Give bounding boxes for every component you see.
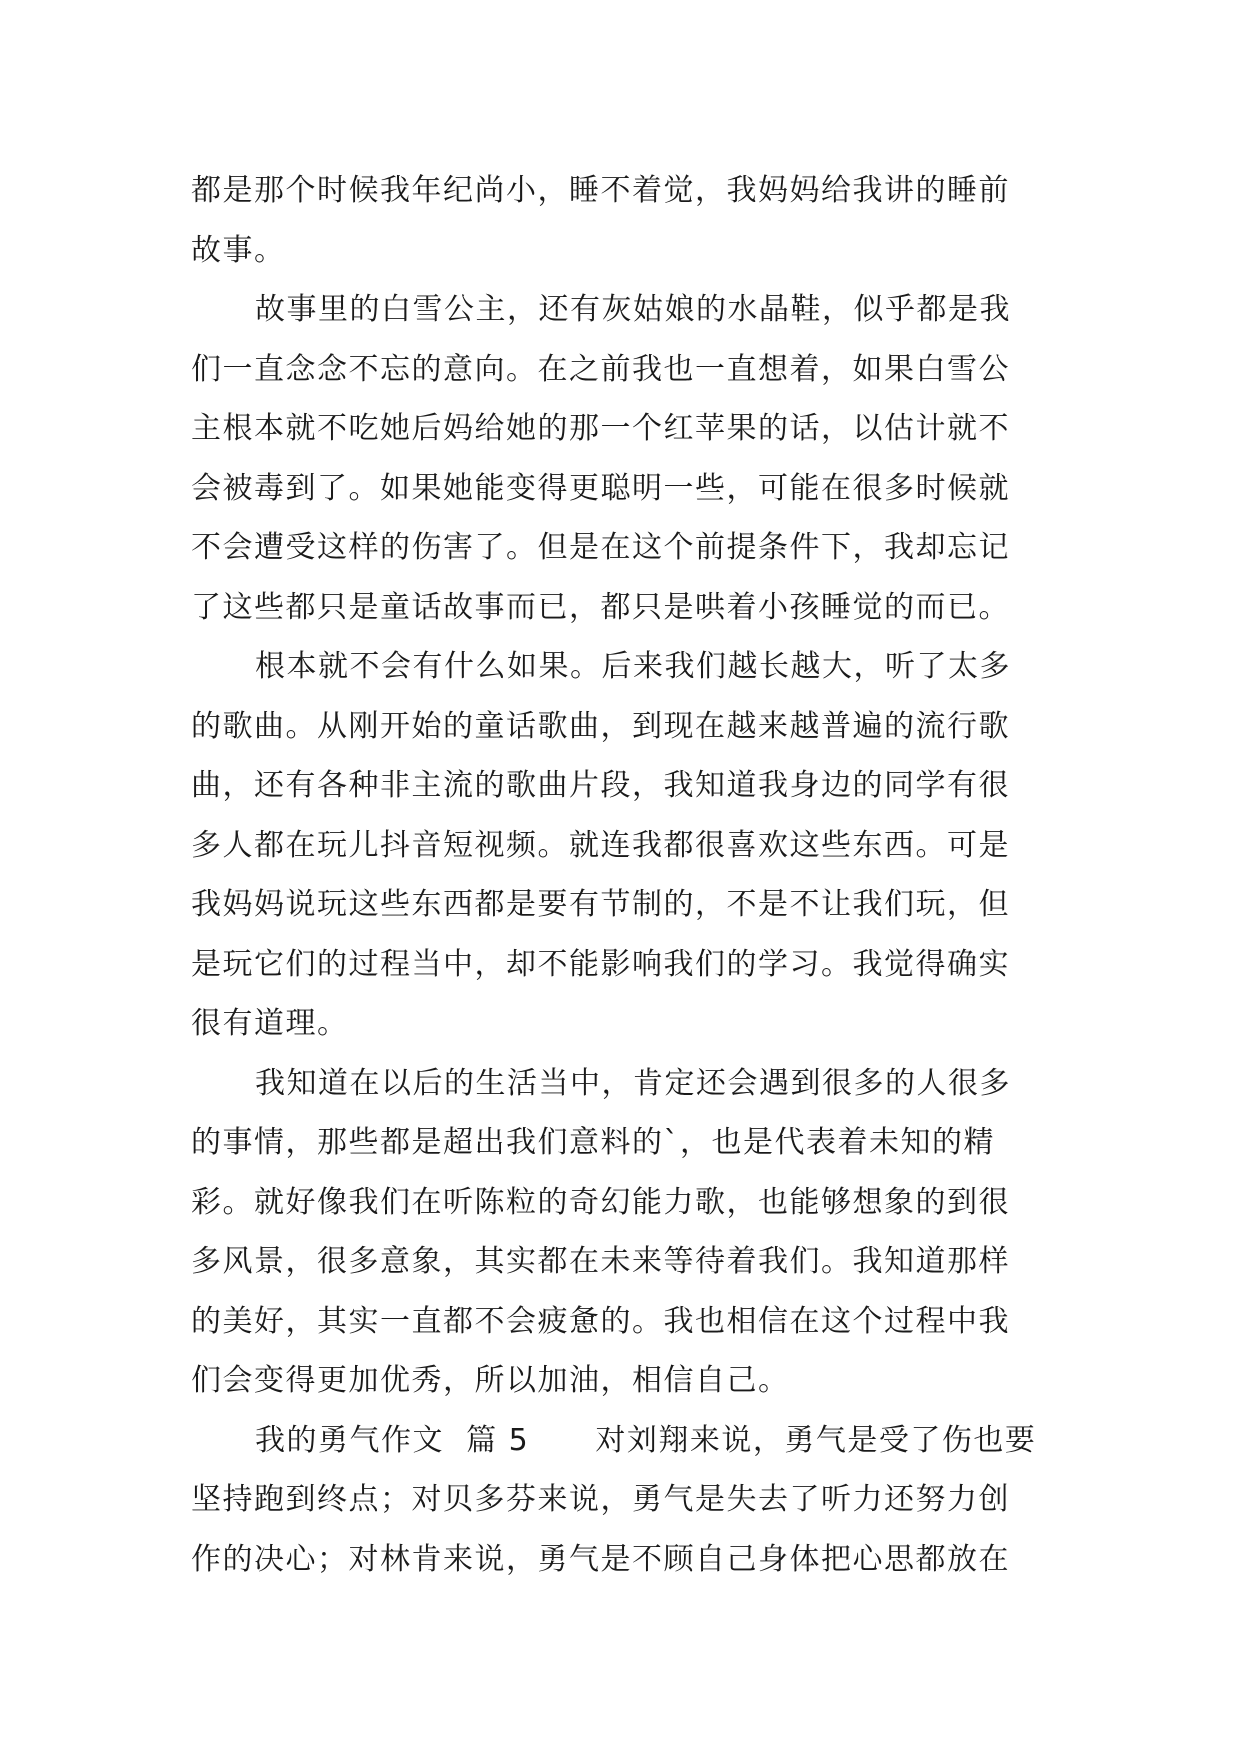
text-line: 的美好，其实一直都不会疲惫的。我也相信在这个过程中我 [191, 1303, 1010, 1339]
text-line: 都是那个时候我年纪尚小，睡不着觉，我妈妈给我讲的睡前 [191, 173, 1010, 208]
text-line: 的歌曲。从刚开始的童话歌曲，到现在越来越普遍的流行歌 [191, 708, 1010, 744]
text-line: 很有道理。 [191, 1006, 349, 1041]
text-line: 们一直念念不忘的意向。在之前我也一直想着，如果白雪公 [191, 351, 1010, 387]
text-line: 作的决心；对林肯来说，勇气是不顾自己身体把心思都放在 [191, 1541, 1010, 1577]
text-line: 们会变得更加优秀，所以加油，相信自己。 [191, 1363, 790, 1398]
text-line: 是玩它们的过程当中，却不能影响我们的学习。我觉得确实 [191, 946, 1010, 982]
text-line: 多人都在玩儿抖音短视频。就连我都很喜欢这些东西。可是 [191, 827, 1010, 863]
text-line: 多风景，很多意象，其实都在未来等待着我们。我知道那样 [191, 1244, 1010, 1279]
text-line: 曲，还有各种非主流的歌曲片段，我知道我身边的同学有很 [191, 768, 1010, 803]
text-line: 我知道在以后的生活当中，肯定还会遇到很多的人很多 [255, 1065, 1011, 1101]
text-line: 的事情，那些都是超出我们意料的`，也是代表着未知的精 [191, 1125, 995, 1160]
text-line: 故事。 [191, 232, 286, 268]
text-line: 了这些都只是童话故事而已，都只是哄着小孩睡觉的而已。 [191, 589, 1010, 625]
text-line: 会被毒到了。如果她能变得更聪明一些，可能在很多时候就 [191, 470, 1010, 506]
text-line: 不会遭受这样的伤害了。但是在这个前提条件下，我却忘记 [191, 530, 1010, 565]
text-line: 故事里的白雪公主，还有灰姑娘的水晶鞋，似乎都是我 [255, 292, 1011, 327]
text-line: 我的勇气作文 篇 5 对刘翔来说，勇气是受了伤也要 [255, 1422, 1037, 1458]
text-line: 根本就不会有什么如果。后来我们越长越大，听了太多 [255, 649, 1011, 684]
text-line: 主根本就不吃她后妈给她的那一个红苹果的话，以估计就不 [191, 411, 1010, 446]
text-line: 彩。就好像我们在听陈粒的奇幻能力歌，也能够想象的到很 [191, 1184, 1010, 1220]
body-text [191, 161, 1071, 1589]
text-line: 坚持跑到终点；对贝多芬来说，勇气是失去了听力还努力创 [191, 1482, 1010, 1517]
text-line: 我妈妈说玩这些东西都是要有节制的，不是不让我们玩，但 [191, 887, 1010, 922]
